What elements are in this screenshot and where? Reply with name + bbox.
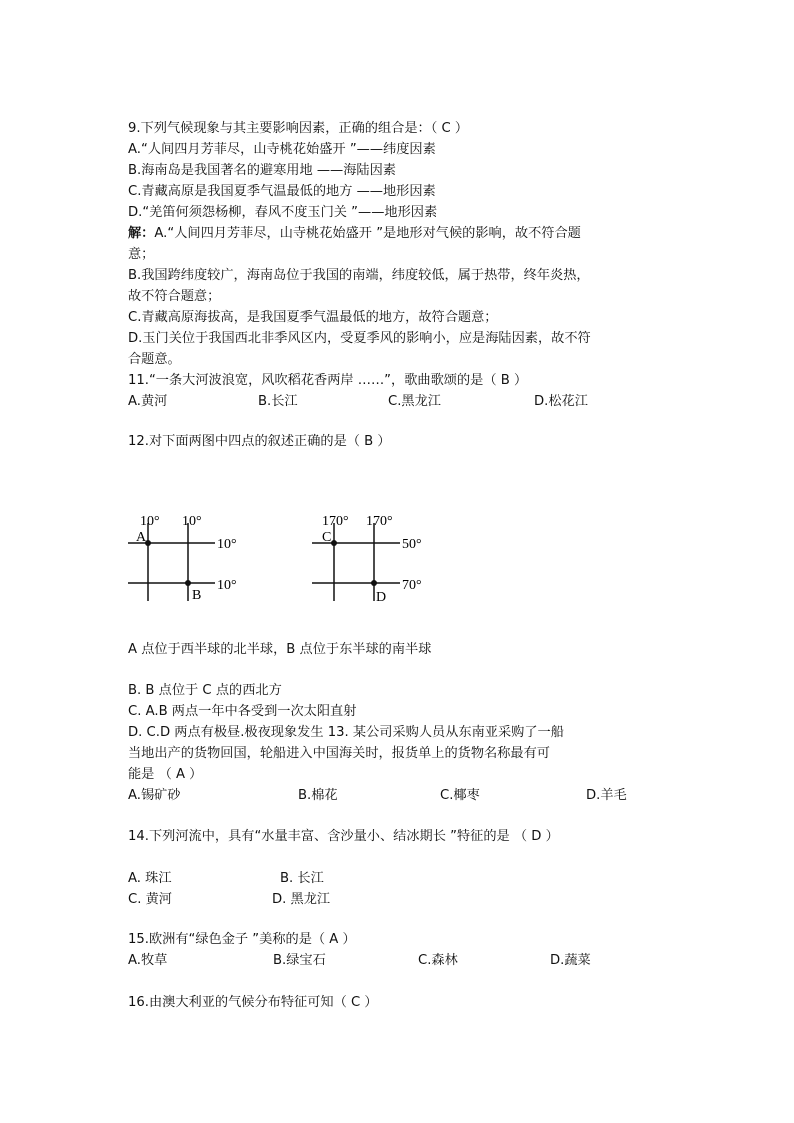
q9-option-d: D.“羌笛何须怨杨柳，春风不度玉门关 ”——地形因素	[128, 205, 438, 220]
fig1-top-label-2: 10°	[182, 514, 202, 529]
figure-2-grid	[300, 505, 450, 615]
point-c-label: C	[322, 530, 332, 545]
fig1-right-label-2: 10°	[217, 578, 237, 593]
figure-1-grid	[120, 505, 260, 615]
solution-text: A.“人间四月芳菲尽，山寺桃花始盛开 ”是地形对气候的影响，故不符合题	[154, 226, 581, 241]
q11-option-c: C.黑龙江	[388, 394, 441, 409]
q9-solution-line-4: 故不符合题意；	[128, 289, 221, 304]
fig2-right-label-2: 70°	[402, 578, 422, 593]
point-d-marker	[371, 580, 377, 586]
q9-option-c: C.青藏高原是我国夏季气温最低的地方 ——地形因素	[128, 184, 436, 199]
q13-option-c: C.椰枣	[440, 788, 480, 803]
q11-option-a: A.黄河	[128, 394, 168, 409]
q14-option-c: C. 黄河	[128, 892, 172, 907]
fig1-top-label-1: 10°	[140, 514, 160, 529]
point-c-marker	[331, 540, 337, 546]
q12-option-c: C. A.B 两点一年中各受到一次太阳直射	[128, 704, 357, 719]
q13-option-b: B.棉花	[298, 788, 338, 803]
q12-title: 12.对下面两图中四点的叙述正确的是（ B ）	[128, 434, 391, 449]
q12-option-b: B. B 点位于 C 点的西北方	[128, 683, 282, 698]
q9-solution-line-1	[128, 223, 581, 244]
q9-title: 9.下列气候现象与其主要影响因素，正确的组合是：（ C ）	[128, 121, 469, 136]
fig1-right-label-1: 10°	[217, 537, 237, 552]
q13-line-2: 当地出产的货物回国，轮船进入中国海关时，报货单上的货物名称最有可	[128, 746, 550, 761]
point-d-label: D	[376, 590, 387, 605]
q16-title: 16.由澳大利亚的气候分布特征可知（ C ）	[128, 995, 378, 1010]
fig2-right-label-1: 50°	[402, 537, 422, 552]
fig2-top-label-2: 170°	[366, 514, 393, 529]
q15-title: 15.欧洲有“绿色金子 ”美称的是（ A ）	[128, 932, 356, 947]
point-b-label: B	[192, 588, 202, 603]
q14-option-a: A. 珠江	[128, 871, 172, 886]
q15-option-d: D.蔬菜	[550, 953, 591, 968]
q13-option-a: A.锡矿砂	[128, 788, 181, 803]
q15-option-b: B.绿宝石	[273, 953, 326, 968]
q13-line-3: 能是 （ A ）	[128, 767, 203, 782]
q9-solution-line-7: 合题意。	[128, 352, 181, 367]
q12-option-d: D. C.D 两点有极昼.极夜现象发生 13. 某公司采购人员从东南亚采购了一船	[128, 725, 564, 740]
fig2-top-label-1: 170°	[322, 514, 349, 529]
q9-solution-line-5: C.青藏高原海拔高，是我国夏季气温最低的地方，故符合题意；	[128, 310, 498, 325]
q15-option-a: A.牧草	[128, 953, 168, 968]
point-b-marker	[185, 580, 191, 586]
q14-option-b: B. 长江	[280, 871, 324, 886]
q9-solution-line-3: B.我国跨纬度较广，海南岛位于我国的南端，纬度较低，属于热带，终年炎热，	[128, 268, 590, 283]
q9-solution-line-6: D.玉门关位于我国西北非季风区内，受夏季风的影响小，应是海陆因素，故不符	[128, 331, 591, 346]
q12-option-a: A 点位于西半球的北半球，B 点位于东半球的南半球	[128, 642, 432, 657]
q11-title: 11.“一条大河波浪宽，风吹稻花香两岸 ……”，歌曲歌颂的是（ B ）	[128, 373, 528, 388]
solution-label: 解：	[128, 226, 155, 241]
q13-option-d: D.羊毛	[586, 788, 627, 803]
q9-solution-line-2: 意；	[128, 247, 155, 262]
q9-option-b: B.海南岛是我国著名的避寒用地 ——海陆因素	[128, 163, 396, 178]
q14-title: 14.下列河流中，具有“水量丰富、含沙量小、结冰期长 ”特征的是 （ D ）	[128, 829, 559, 844]
q14-option-d: D. 黑龙江	[272, 892, 331, 907]
q9-option-a: A.“人间四月芳菲尽，山寺桃花始盛开 ”——纬度因素	[128, 142, 436, 157]
q15-option-c: C.森林	[418, 953, 458, 968]
point-a-label: A	[136, 530, 147, 545]
q11-option-b: B.长江	[258, 394, 298, 409]
q11-option-d: D.松花江	[534, 394, 588, 409]
